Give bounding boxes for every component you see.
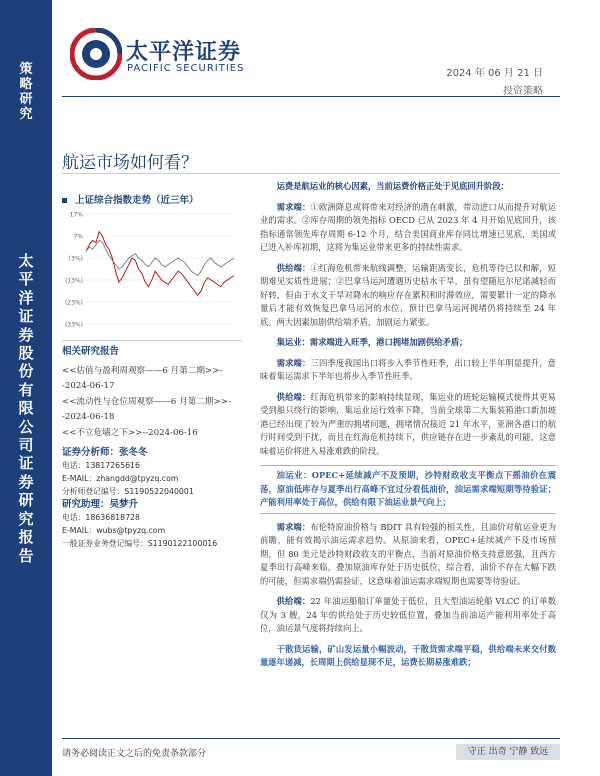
related-reports-title: 相关研究报告 [62, 346, 120, 357]
supply-label: 供给端： [276, 262, 311, 273]
bullet-square-icon [62, 198, 67, 203]
paragraph-text: 布伦特原油价格与 BDIT 具有较强的相关性，且油价对航运业更为前瞻，能有效揭示油运需求趋势。从原油来看，OPEC+延续减产不及市场预期，但 80 美元是沙特财政收支的平衡点，当前对原油价格支持意愿强，且西方夏季出行高峰来临，叠加原油库存处于历史低位，综合看，油价不存在大幅下跌的可能，但需求端仍需验证，这意味着油运需求端短期也需要等待验证。 [260, 521, 556, 586]
sidebar-char: 究 [18, 509, 34, 528]
sidebar [0, 0, 52, 776]
section-head-drybulk: 干散货运输，矿山发运量小幅波动，干散货需求端平稳，供给端未来交付数量逐年递减，长周期上供给显现不足，运费长期易涨难跌； [260, 643, 556, 667]
sidebar-char: 司 [18, 436, 34, 455]
analyst-cert: 分析师登记编号：S1190522040001 [62, 487, 194, 496]
footer-disclaimer: 请务必阅读正文之后的免责条款部分 [62, 749, 207, 759]
report-title: 航运市场如何看？ [62, 153, 198, 173]
sidebar-char: 太 [18, 252, 34, 270]
analyst-name: 张冬冬 [119, 447, 148, 458]
assistant-name-row [62, 498, 242, 511]
analyst-role: 证券分析师： [62, 447, 120, 458]
sidebar-char: 公 [18, 417, 34, 436]
sidebar-char: 证 [18, 307, 34, 326]
assistant-cert: 一般证券业务登记编号：S1190122100016 [62, 539, 218, 548]
report-date: 2024 年 06 月 21 日 [446, 68, 543, 79]
company-logo-icon [70, 28, 122, 84]
sidebar-char: 研 [18, 491, 34, 510]
analyst-block [62, 446, 242, 550]
chart-y-tick-label: (13%) [64, 277, 83, 285]
sidebar-char: 研 [19, 92, 33, 107]
footer-divider [62, 738, 560, 739]
section-head-freight: 运费是航运业的核心因素，当前运费价格正处于见底回升阶段： [276, 181, 509, 191]
index-line-chart [60, 206, 240, 336]
logo-text-cn: 太平洋证券 [126, 40, 242, 65]
demand-label: 需求端： [276, 357, 311, 368]
chart-y-tick-label: 7% [73, 233, 83, 241]
sidebar-company [0, 252, 52, 565]
demand-label: 需求端： [276, 521, 311, 532]
analyst-name-row [62, 446, 242, 459]
chart-y-tick-label: (23%) [64, 299, 83, 307]
sidebar-char: 告 [18, 546, 34, 565]
header-divider [62, 96, 560, 97]
report-body [260, 180, 556, 677]
sidebar-char: 略 [19, 77, 33, 92]
assistant-email[interactable]: E-MAIL：wubs@tpyzq.com [62, 526, 166, 535]
sidebar-char: 策 [19, 62, 33, 77]
chart-series-line-0 [86, 232, 234, 296]
sidebar-char: 券 [18, 325, 34, 344]
assistant-role: 研究助理： [62, 499, 110, 510]
logo-text-en: PACIFIC SECURITIES [127, 63, 245, 74]
related-reports-list [62, 364, 242, 442]
sidebar-char: 券 [18, 472, 34, 491]
sidebar-char: 洋 [18, 288, 34, 307]
paragraph-demand [260, 201, 556, 255]
sidebar-char: 限 [18, 399, 34, 418]
paragraph-text: 红海危机带来的影响持续显现，集运业的班轮运输模式使得其更易受到船只绕行的影响，集运业运行效率下降，当前全球第二大集装箱港口新加坡港已经出现了较为严重的拥堵问题，拥堵情况接近 21 年水平，亚洲各港口的航行时间受到干扰，而且在红海危机持续下，供应链存在进一步紊乱的可能，这意味着运价将进入易涨难跌的阶段。 [260, 391, 556, 456]
assistant-phone: 电话：18636818728 [62, 513, 140, 522]
footer-motto: 守正 出奇 宁静 致远 [456, 744, 560, 760]
demand-label: 需求端： [276, 201, 311, 212]
supply-label: 供给端： [276, 596, 311, 606]
supply-label: 供给端： [276, 391, 311, 402]
paragraph-supply [260, 262, 556, 330]
sidebar-char: 究 [19, 107, 33, 122]
related-report-link[interactable]: <<估值与盈利周观察——6 月第二期>>--2024-06-17 [62, 366, 223, 391]
paragraph-demand [260, 521, 556, 589]
sidebar-char: 股 [18, 344, 34, 363]
paragraph-text: 三四季度我国出口将步入季节性旺季，出口较上半年明显提升，意味着集运需求下半年也将步入季节性旺季。 [260, 357, 556, 381]
sidebar-char: 份 [18, 362, 34, 381]
sidebar-char: 证 [18, 454, 34, 473]
chart-y-tick-label: (3%) [68, 255, 83, 263]
section-head-container: 集运业：需求端进入旺季，港口拥堵加剧供给矛盾； [276, 337, 468, 347]
paragraph-supply [260, 391, 556, 459]
assistant-name: 吴梦升 [109, 499, 139, 510]
chart-y-tick-label: (33%) [64, 321, 83, 329]
title-divider [62, 173, 560, 174]
paragraph-text: 22 年油运船舶订单量处于低位，且大型油运轮船 VLCC 的订单数仅为 3 艘，24 年的供给处于历史较低位置，叠加当前油运产能利用率处于高位，油运景气度将持续向上。 [260, 596, 556, 633]
chart-y-tick-label: 17% [69, 211, 83, 219]
chart-heading-text: 上证综合指数走势（近三年） [75, 195, 199, 206]
paragraph-supply [260, 595, 556, 636]
analyst-phone: 电话：13817265616 [62, 461, 140, 470]
chart-heading [62, 192, 199, 206]
section-head-tanker: 油运业：OPEC+延续减产不及预期，沙特财政收支平衡点下摇油价在震荡，原油低库存与夏季出行高峰不宜过分看低油价，油运需求端短期等待验证；产能利用率处于高位，供给有限下油运业景气向上； [260, 470, 556, 507]
related-report-link[interactable]: <<不立危墙之下>>--2024-06-16 [62, 428, 198, 438]
sidebar-char: 平 [18, 270, 34, 289]
report-type: 投资策略 [503, 86, 543, 97]
sidebar-char: 有 [18, 380, 34, 399]
analyst-email[interactable]: E-MAIL：zhangdd@tpyzq.com [62, 474, 179, 483]
paragraph-text: ①红海危机带来航线调整，运输距离变长，危机等待已以和解，短期难见实质性进展；②巴拿马运河遭遇历史枯水干旱，虽有望随厄尔尼诺减轻而好转，但由于水文干旱对降水的响应存在累积和时滞效应，需要累计一定的降水量后才能有效恢复巴拿马运河的水位，预计巴拿马运河拥堵仍将持续至 24 年底。两大因素加剧供给端矛盾，加剧运力紧张。 [260, 262, 556, 327]
left-divider [62, 340, 242, 341]
paragraph-text: ①欧洲降息或将带来对经济的潜在刺激，带动进口从而提升对航运业的需求。②库存周期的领先指标 OECD 已从 2023 年 4 月开始见底回升，该指标通常领先库存周期 6-12 个月，结合美国商业库存同比增速已见底，美国或已进入补库初期，这将为集运业带来更多的持续性需求。 [260, 201, 556, 252]
section-head-tanker-box [260, 465, 556, 514]
related-report-link[interactable]: <<流动性与仓位周观察——6 月第二期>>--2024-06-18 [62, 397, 231, 422]
paragraph-demand [260, 357, 556, 384]
sidebar-category [0, 62, 52, 122]
sidebar-char: 报 [18, 528, 34, 547]
